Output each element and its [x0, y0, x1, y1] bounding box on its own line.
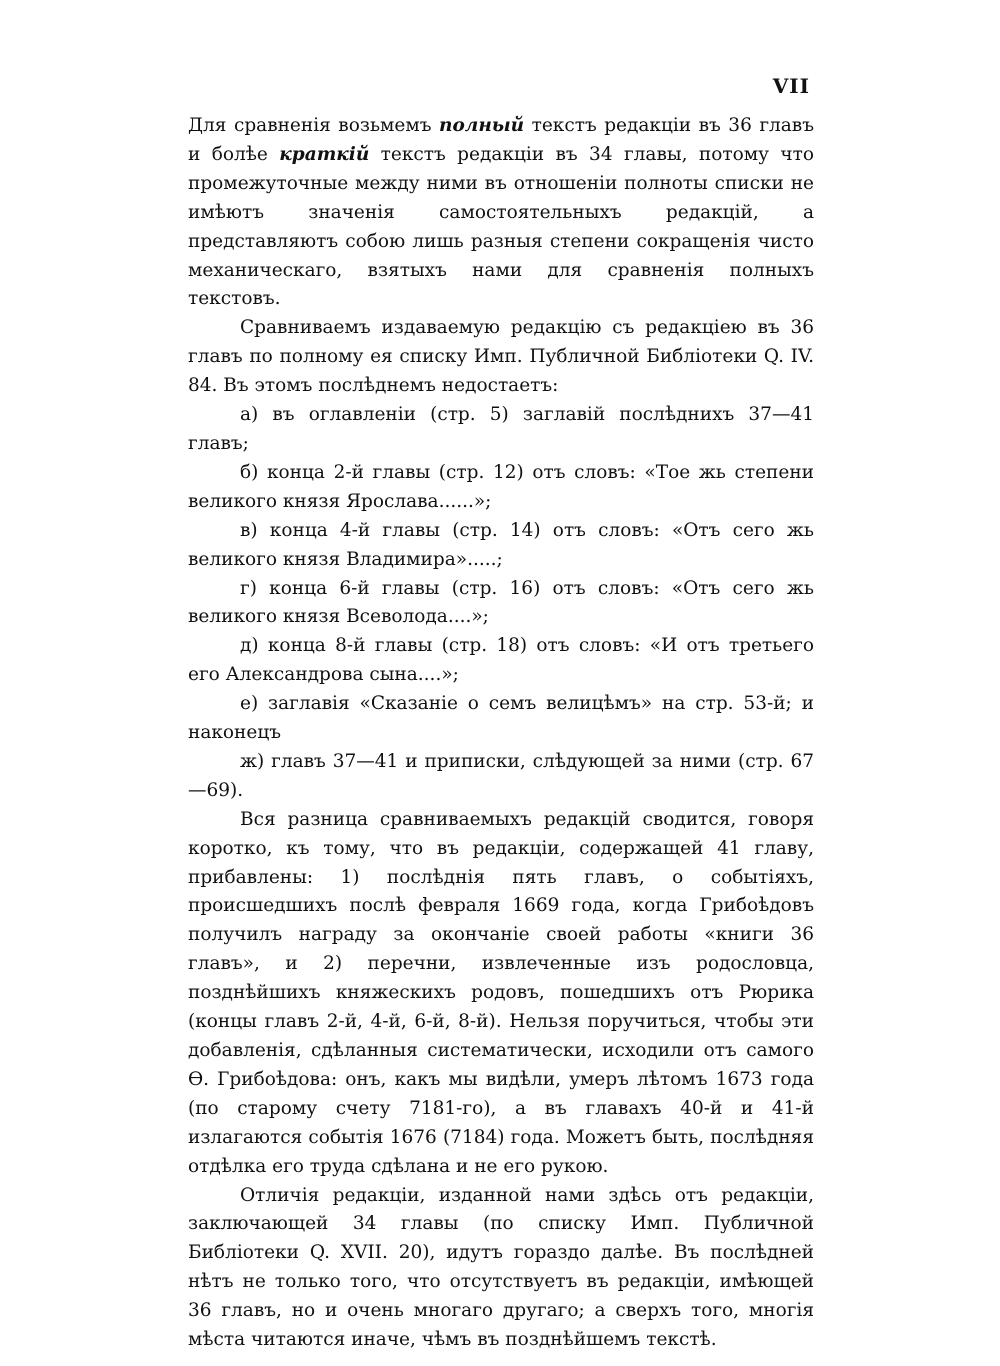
paragraph-intro-middle: текстъ редакціи въ 36 главъ и болѣе: [188, 115, 814, 165]
paragraph-distinctions: Отличія редакціи, изданной нами здѣсь отъ редакціи, заключающей 34 главы (по списку Имп. Публичной Библіотеки Q. XVII. 20), идутъ гораздо далѣе. Въ послѣдней нѣтъ не только того, что отсутствуетъ въ редакціи, имѣющей 36 главъ, но и очень многаго другаго; а сверхъ того, многія мѣста читаются иначе, чѣмъ въ позднѣйшемъ текстѣ.: [188, 1184, 814, 1351]
paragraph-intro: [188, 112, 814, 314]
list-item-b: б) конца 2-й главы (стр. 12) отъ словъ: «Тое жь степени великого князя Ярослава......»;: [188, 461, 814, 512]
list-item-a: а) въ оглавленіи (стр. 5) заглавій послѣднихъ 37—41 главъ;: [188, 404, 814, 454]
emphasis-short: краткій: [279, 143, 370, 165]
emphasis-full: полный: [439, 115, 525, 136]
list-item-zh: ж) главъ 37—41 и приписки, слѣдующей за ними (стр. 67—69).: [188, 750, 814, 801]
list-item-g: г) конца 6-й главы (стр. 16) отъ словъ: «Отъ сего жь великого князя Всеволода....»;: [188, 577, 814, 628]
list-item-d: д) конца 8-й главы (стр. 18) отъ словъ: «И отъ третьего его Александрова сына....»;: [188, 635, 814, 686]
list-item-v: в) конца 4-й главы (стр. 14) отъ словъ: «Отъ сего жь великого князя Владимира».....;: [188, 519, 814, 570]
list-item-e: е) заглавія «Сказаніе о семъ велицѣмъ» на стр. 53-й; и наконецъ: [188, 693, 814, 744]
paragraph-intro-start: Для сравненія возьмемъ: [188, 115, 440, 136]
body-text: [188, 112, 814, 1355]
paragraph-intro-end: текстъ редакціи въ 34 главы, потому что промежуточные между ними въ отношеніи полноты списки не имѣютъ значенія самостоятельныхъ редакцій, а представляютъ собою лишь разныя степени сокращенія чисто механическаго, взятыхъ нами для сравненія полныхъ текстовъ.: [188, 143, 814, 310]
page-number: VII: [772, 74, 810, 98]
paragraph-difference: Вся разница сравниваемыхъ редакцій сводится, говоря коротко, къ тому, что въ редакціи, содержащей 41 главу, прибавлены: 1) послѣднія пять главъ, о событіяхъ, происшедшихъ послѣ февраля 1669 года, когда Грибоѣдовъ получилъ награду за окончаніе своей работы «книги 36 главъ», и 2) перечни, извлеченные изъ родословца, позднѣйшихъ княжескихъ родовъ, пошедшихъ отъ Рюрика (концы главъ 2-й, 4-й, 6-й, 8-й). Нельзя поручиться, чтобы эти добавленія, сдѣланныя систематически, исходили отъ самого Ѳ. Грибоѣдова: онъ, какъ мы видѣли, умеръ лѣтомъ 1673 года (по старому счету 7181-го), а въ главахъ 40-й и 41-й излагаются событія 1676 (7184) года. Можетъ быть, послѣдняя отдѣлка его труда сдѣлана и не его рукою.: [188, 808, 814, 1177]
document-page: [188, 72, 814, 1351]
paragraph-comparison: Сравниваемъ издаваемую редакцію съ редакціею въ 36 главъ по полному ея списку Имп. Публичной Библіотеки Q. IV. 84. Въ этомъ послѣднемъ недостаетъ:: [188, 317, 814, 397]
